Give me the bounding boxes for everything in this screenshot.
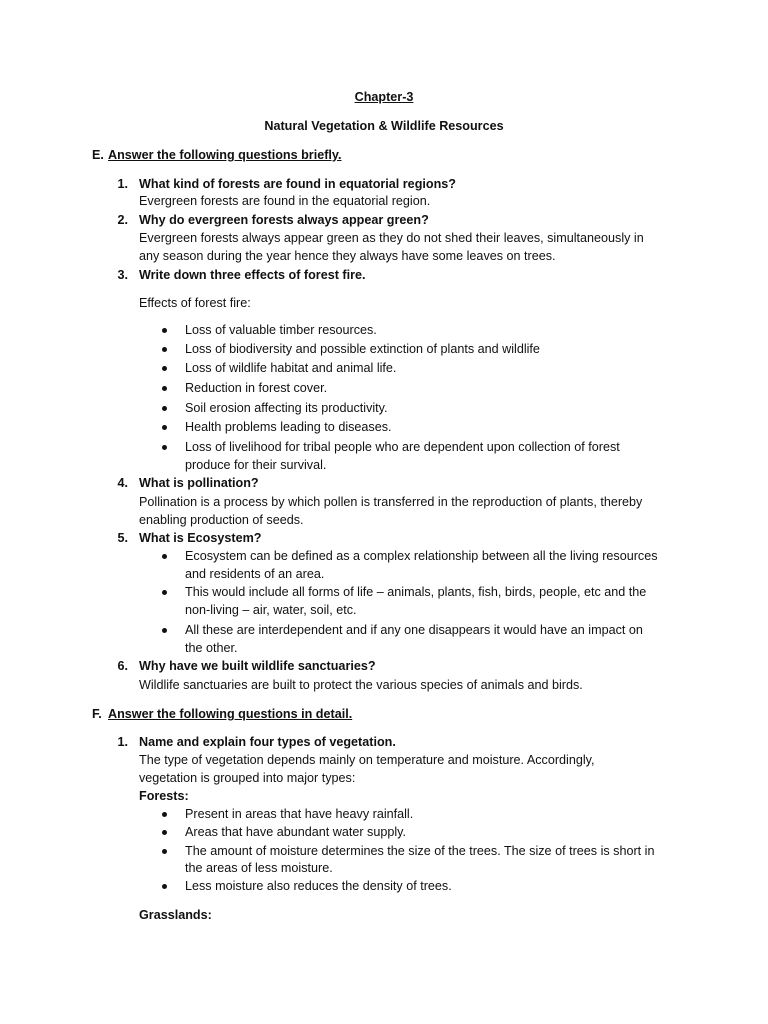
bullet-icon bbox=[162, 347, 167, 352]
q3-question: Write down three effects of forest fire. bbox=[139, 268, 366, 282]
q3-number: 3. bbox=[117, 268, 128, 282]
bullet-icon bbox=[162, 445, 167, 450]
q6-number: 6. bbox=[117, 659, 128, 673]
section-e-heading: Answer the following questions briefly. bbox=[108, 148, 342, 162]
f-q1-answer-line2: vegetation is grouped into major types: bbox=[139, 771, 356, 785]
chapter-title: Natural Vegetation & Wildlife Resources bbox=[264, 119, 504, 133]
f-q1-answer-line1: The type of vegetation depends mainly on temperature and moisture. Accordingly, bbox=[139, 753, 595, 767]
bullet-icon bbox=[162, 366, 167, 371]
bullet-icon bbox=[162, 328, 167, 333]
forests-bullet-4: Less moisture also reduces the density of trees. bbox=[185, 879, 452, 893]
q5-bullet-1-line1: Ecosystem can be defined as a complex relationship between all the living resources bbox=[185, 549, 658, 563]
q5-bullet-3-line1: All these are interdependent and if any one disappears it would have an impact on bbox=[185, 623, 643, 637]
chapter-label: Chapter-3 bbox=[354, 90, 414, 104]
q5-bullet-1-line2: and residents of an area. bbox=[185, 567, 325, 581]
q3-bullet-5: Soil erosion affecting its productivity. bbox=[185, 401, 388, 415]
bullet-icon bbox=[162, 386, 167, 391]
section-f-heading: Answer the following questions in detail. bbox=[108, 707, 353, 721]
q1-number: 1. bbox=[117, 177, 128, 191]
q3-bullet-2: Loss of biodiversity and possible extinction of plants and wildlife bbox=[185, 342, 540, 356]
q2-number: 2. bbox=[117, 213, 128, 227]
f-q1-number: 1. bbox=[117, 735, 128, 749]
q4-number: 4. bbox=[117, 476, 128, 490]
bullet-icon bbox=[162, 406, 167, 411]
bullet-icon bbox=[162, 425, 167, 430]
q1-answer: Evergreen forests are found in the equatorial region. bbox=[139, 194, 431, 208]
q6-question: Why have we built wildlife sanctuaries? bbox=[139, 659, 376, 673]
q4-answer-line1: Pollination is a process by which pollen is transferred in the reproduction of plants, thereby bbox=[139, 495, 643, 509]
bullet-icon bbox=[162, 812, 167, 817]
forests-bullet-3-line1: The amount of moisture determines the size of the trees. The size of trees is short in bbox=[185, 844, 655, 858]
q3-intro: Effects of forest fire: bbox=[139, 296, 251, 310]
bullet-icon bbox=[162, 554, 167, 559]
q1-question: What kind of forests are found in equatorial regions? bbox=[139, 177, 456, 191]
q4-question: What is pollination? bbox=[139, 476, 259, 490]
q2-answer-line1: Evergreen forests always appear green as they do not shed their leaves, simultaneously in bbox=[139, 231, 644, 245]
q3-bullet-7-line1: Loss of livelihood for tribal people who are dependent upon collection of forest bbox=[185, 440, 620, 454]
q3-bullet-3: Loss of wildlife habitat and animal life. bbox=[185, 361, 397, 375]
q5-number: 5. bbox=[117, 531, 128, 545]
q3-bullet-4: Reduction in forest cover. bbox=[185, 381, 328, 395]
q5-bullet-3-line2: the other. bbox=[185, 641, 238, 655]
section-e-letter: E. bbox=[92, 148, 104, 162]
f-q1-question: Name and explain four types of vegetation. bbox=[139, 735, 396, 749]
forests-subheading: Forests: bbox=[139, 789, 189, 803]
bullet-icon bbox=[162, 884, 167, 889]
q5-question: What is Ecosystem? bbox=[139, 531, 262, 545]
q2-question: Why do evergreen forests always appear green? bbox=[139, 213, 429, 227]
q3-bullet-6: Health problems leading to diseases. bbox=[185, 420, 392, 434]
q5-bullet-2-line1: This would include all forms of life – animals, plants, fish, birds, people, etc and the bbox=[185, 585, 647, 599]
q2-answer-line2: any season during the year hence they always have some leaves on trees. bbox=[139, 249, 556, 263]
forests-bullet-1: Present in areas that have heavy rainfall. bbox=[185, 807, 414, 821]
bullet-icon bbox=[162, 590, 167, 595]
q4-answer-line2: enabling production of seeds. bbox=[139, 513, 304, 527]
grasslands-subheading: Grasslands: bbox=[139, 908, 212, 922]
bullet-icon bbox=[162, 830, 167, 835]
bullet-icon bbox=[162, 628, 167, 633]
forests-bullet-2: Areas that have abundant water supply. bbox=[185, 825, 406, 839]
q6-answer: Wildlife sanctuaries are built to protect the various species of animals and birds. bbox=[139, 678, 583, 692]
q5-bullet-2-line2: non-living – air, water, soil, etc. bbox=[185, 603, 357, 617]
q3-bullet-1: Loss of valuable timber resources. bbox=[185, 323, 377, 337]
section-f-letter: F. bbox=[92, 707, 102, 721]
bullet-icon bbox=[162, 849, 167, 854]
forests-bullet-3-line2: the areas of less moisture. bbox=[185, 861, 333, 875]
q3-bullet-7-line2: produce for their survival. bbox=[185, 458, 327, 472]
